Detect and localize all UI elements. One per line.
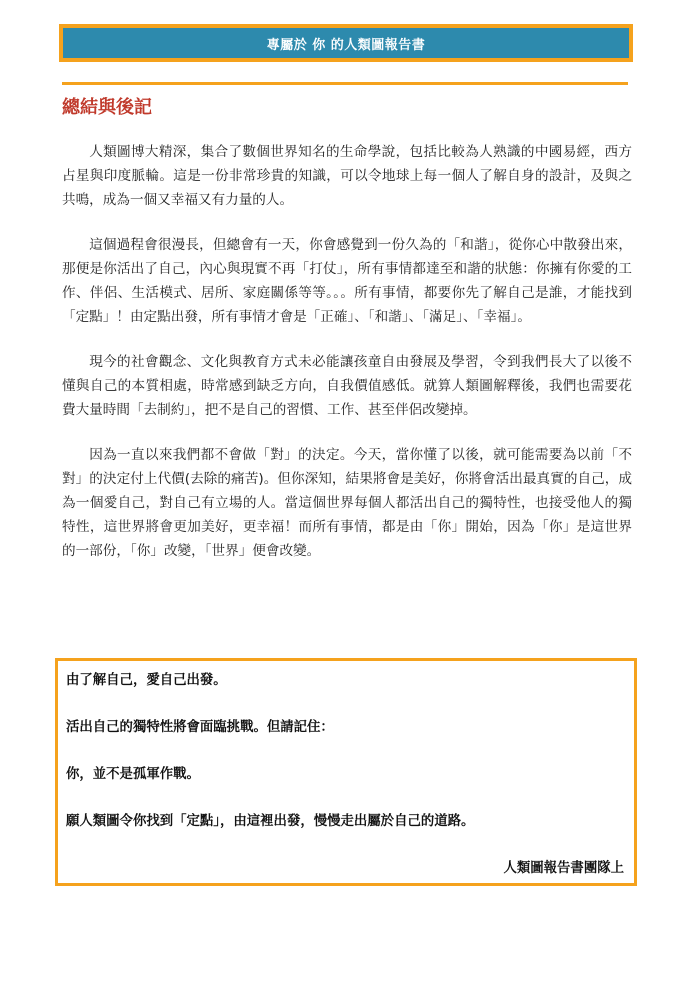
paragraph: 現今的社會觀念、文化與教育方式未必能讓孩童自由發展及學習，令到我們長大了以後不懂與自己的本質相處，時常感到缺乏方向，自我價值感低。就算人類圖解釋後，我們也需要花費大量時間「去制約」，把不是自己的習慣、工作、甚至伴侶改變掉。 — [62, 354, 632, 418]
callout-line: 願人類圖令你找到「定點」，由這裡出發，慢慢走出屬於自己的道路。 — [66, 814, 475, 829]
body-text — [62, 140, 632, 584]
section-divider — [62, 82, 628, 85]
paragraph: 因為一直以來我們都不會做「對」的決定。今天，當你懂了以後，就可能需要為以前「不對」的決定付上代價(去除的痛苦)。但你深知，結果將會是美好，你將會活出最真實的自己，成為一個愛自己，對自己有立場的人。當這個世界每個人都活出自己的獨特性，也接受他人的獨特性，這世界將會更加美好，更幸福！而所有事情，都是由「你」開始，因為「你」是這世界的一部份，「你」改變，「世界」便會改變。 — [62, 447, 632, 559]
header-banner — [59, 24, 633, 62]
callout-line: 由了解自己，愛自己出發。 — [66, 673, 227, 688]
callout-line: 活出自己的獨特性將會面臨挑戰。但請記住： — [66, 720, 334, 735]
paragraph: 這個過程會很漫長，但總會有一天，你會感覺到一份久為的「和諧」，從你心中散發出來，那便是你活出了自己，內心與現實不再「打仗」，所有事情都達至和諧的狀態：你擁有你愛的工作、伴侶、生活模式、居所、家庭關係等等。。。所有事情，都要你先了解自己是誰，才能找到「定點」！由定點出發，所有事情才會是「正確」、「和諧」、「滿足」、「幸福」。 — [62, 237, 632, 325]
closing-callout-box — [55, 658, 637, 886]
callout-line: 你，並不是孤軍作戰。 — [66, 767, 200, 782]
paragraph: 人類圖博大精深，集合了數個世界知名的生命學說，包括比較為人熟識的中國易經，西方占星與印度脈輪。這是一份非常珍貴的知識，可以令地球上每一個人了解自身的設計，及與之共鳴，成為一個又幸福又有力量的人。 — [62, 144, 632, 208]
signature: 人類圖報告書團隊上 — [503, 861, 624, 876]
section-title: 總結與後記 — [62, 97, 152, 118]
report-title: 專屬於 你 的人類圖報告書 — [63, 28, 629, 58]
